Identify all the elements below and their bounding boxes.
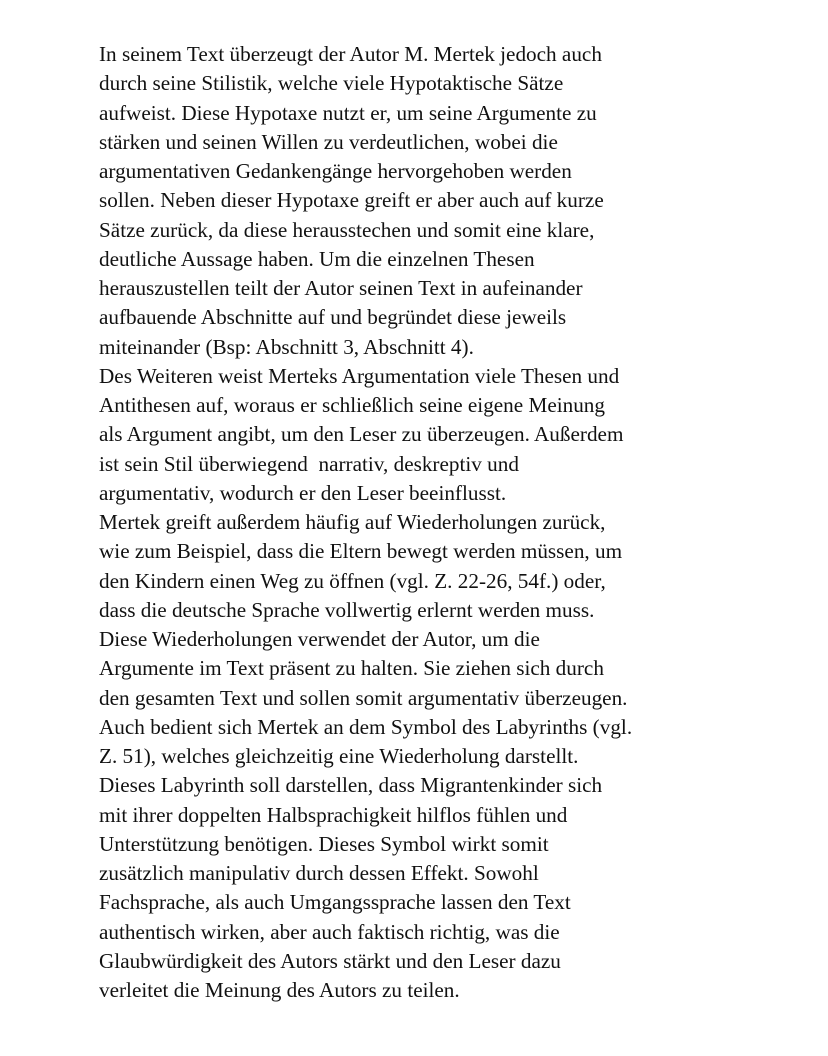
text-line: Des Weiteren weist Merteks Argumentation viele Thesen und bbox=[99, 363, 620, 388]
text-line: verleitet die Meinung des Autors zu teilen. bbox=[99, 978, 460, 1002]
text-line: Glaubwürdigkeit des Autors stärkt und den Leser dazu bbox=[99, 948, 561, 973]
text-line: den Kindern einen Weg zu öffnen (vgl. Z. 22-26, 54f.) oder, bbox=[99, 568, 606, 593]
text-line: den gesamten Text und sollen somit argumentativ überzeugen. bbox=[99, 685, 628, 710]
text-line: zusätzlich manipulativ durch dessen Effekt. Sowohl bbox=[99, 861, 539, 885]
text-line: ist sein Stil überwiegend narrativ, deskreptiv und bbox=[99, 451, 519, 476]
text-line: Auch bedient sich Mertek an dem Symbol des Labyrinths (vgl. bbox=[99, 714, 633, 739]
text-line: durch seine Stilistik, welche viele Hypotaktische Sätze bbox=[99, 71, 564, 96]
text-line: Mertek greift außerdem häufig auf Wiederholungen zurück, bbox=[99, 510, 606, 534]
text-line: miteinander (Bsp: Abschnitt 3, Abschnitt 4). bbox=[99, 334, 474, 359]
document-body bbox=[99, 40, 799, 1005]
text-line: Sätze zurück, da diese herausstechen und somit eine klare, bbox=[99, 217, 595, 242]
text-line: authentisch wirken, aber auch faktisch richtig, was die bbox=[99, 919, 560, 944]
text-line: mit ihrer doppelten Halbsprachigkeit hilflos fühlen und bbox=[99, 802, 568, 827]
text-line: Fachsprache, als auch Umgangssprache lassen den Text bbox=[99, 890, 571, 915]
text-line: Dieses Labyrinth soll darstellen, dass Migrantenkinder sich bbox=[99, 773, 603, 798]
text-line: dass die deutsche Sprache vollwertig erlernt werden muss. bbox=[99, 597, 595, 622]
text-line: deutliche Aussage haben. Um die einzelnen Thesen bbox=[99, 246, 535, 271]
text-line: aufbauende Abschnitte auf und begründet diese jeweils bbox=[99, 305, 567, 330]
text-line: Antithesen auf, woraus er schließlich seine eigene Meinung bbox=[99, 393, 605, 417]
text-line: herauszustellen teilt der Autor seinen Text in aufeinander bbox=[99, 276, 583, 300]
text-line: argumentativen Gedankengänge hervorgehoben werden bbox=[99, 159, 572, 183]
text-line: stärken und seinen Willen zu verdeutlichen, wobei die bbox=[99, 129, 558, 154]
text-line: Z. 51), welches gleichzeitig eine Wiederholung darstellt. bbox=[99, 744, 579, 768]
text-line: aufweist. Diese Hypotaxe nutzt er, um seine Argumente zu bbox=[99, 100, 597, 125]
text-line: Diese Wiederholungen verwendet der Autor, um die bbox=[99, 627, 540, 651]
text-line: als Argument angibt, um den Leser zu überzeugen. Außerdem bbox=[99, 422, 624, 447]
text-line: argumentativ, wodurch er den Leser beeinflusst. bbox=[99, 480, 507, 505]
text-line: Unterstützung benötigen. Dieses Symbol wirkt somit bbox=[99, 831, 549, 856]
text-line: Argumente im Text präsent zu halten. Sie ziehen sich durch bbox=[99, 656, 604, 681]
text-line: sollen. Neben dieser Hypotaxe greift er aber auch auf kurze bbox=[99, 188, 604, 213]
text-line: wie zum Beispiel, dass die Eltern bewegt werden müssen, um bbox=[99, 539, 623, 564]
text-line: In seinem Text überzeugt der Autor M. Mertek jedoch auch bbox=[99, 42, 602, 66]
